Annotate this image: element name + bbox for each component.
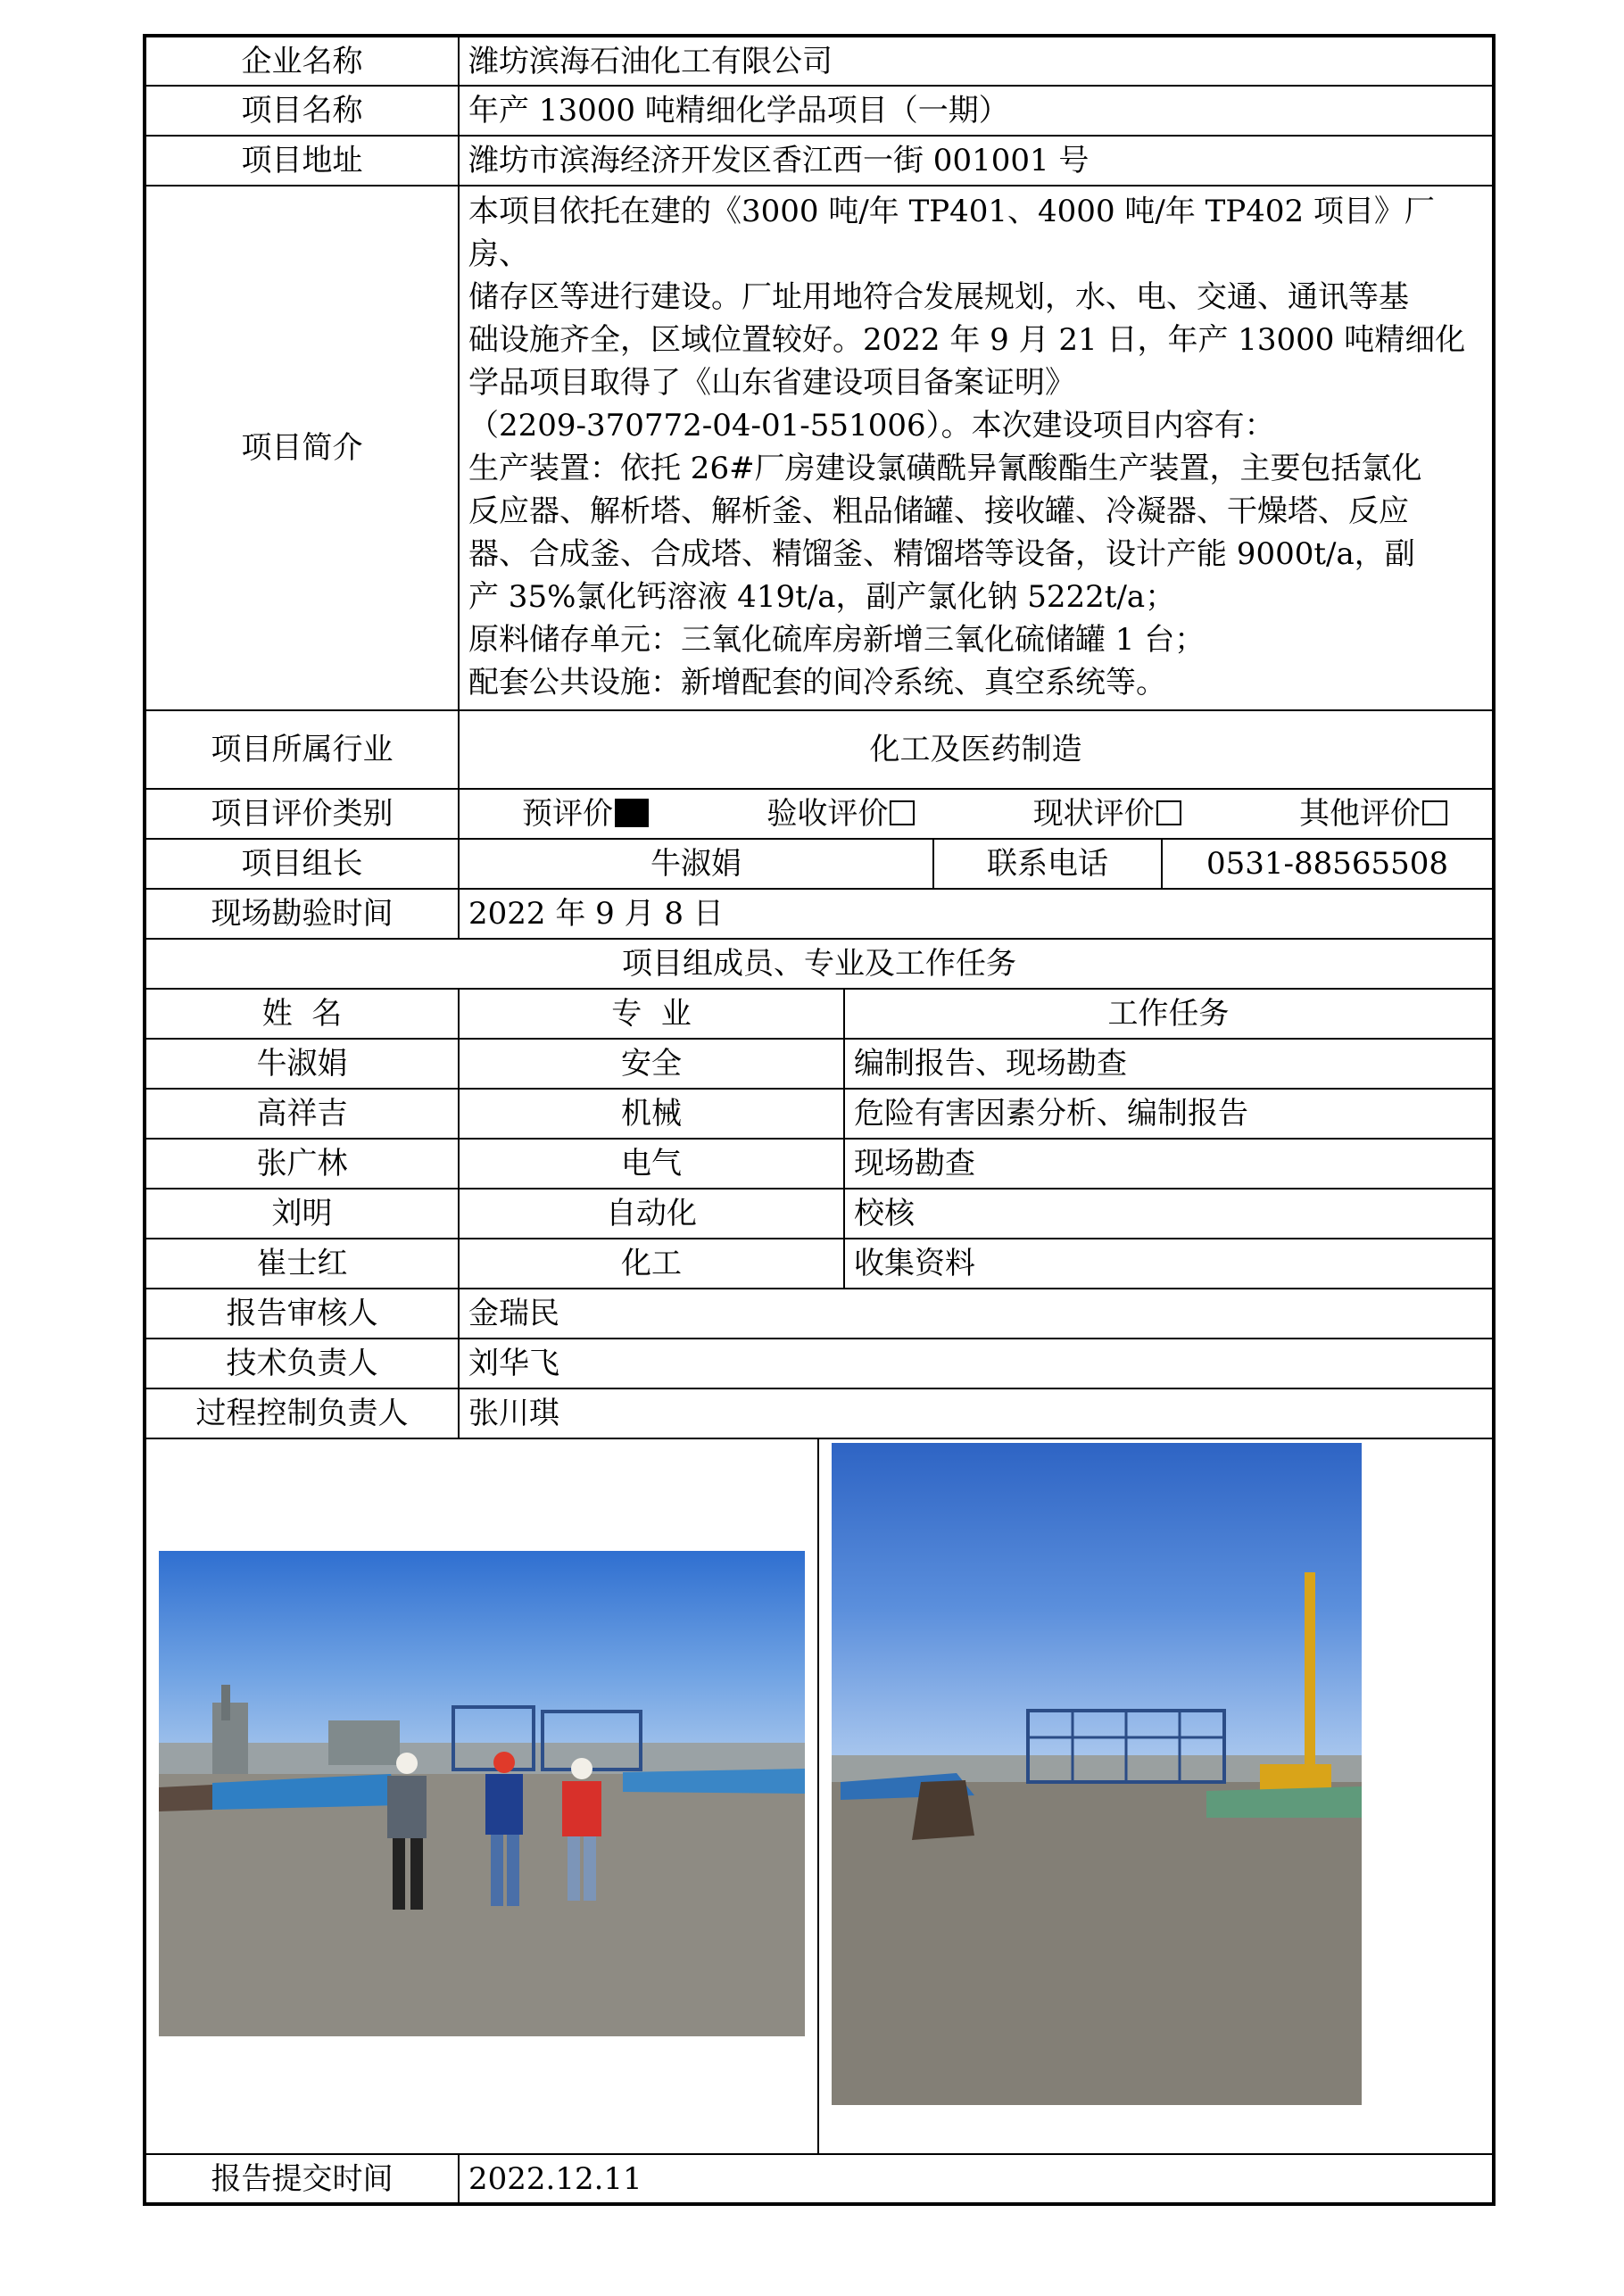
leader-value: 牛淑娟 xyxy=(459,839,933,889)
member-major: 安全 xyxy=(459,1039,844,1089)
submit-time-label: 报告提交时间 xyxy=(145,2154,459,2204)
site-photos xyxy=(145,1438,1494,2154)
member-name: 高祥吉 xyxy=(145,1089,459,1139)
intro-line: （2209-370772-04-01-551006）。本次建设项目内容有： xyxy=(468,408,1275,443)
site-team-photo-drawing xyxy=(159,1551,805,2036)
table-row xyxy=(145,1189,1494,1239)
member-major: 机械 xyxy=(459,1089,844,1139)
company-label: 企业名称 xyxy=(145,36,459,86)
member-name: 崔士红 xyxy=(145,1239,459,1289)
member-major: 自动化 xyxy=(459,1189,844,1239)
site-construction-photo xyxy=(832,1443,1362,2105)
process-control-label: 过程控制负责人 xyxy=(145,1388,459,1438)
industry-label: 项目所属行业 xyxy=(145,710,459,789)
members-header-major: 专 业 xyxy=(459,989,844,1039)
intro-line: 学品项目取得了《山东省建设项目备案证明》 xyxy=(468,365,1075,401)
eval-option-label: 其他评价 xyxy=(1299,796,1421,832)
process-control-value: 张川琪 xyxy=(459,1388,1494,1438)
eval-option-label: 验收评价 xyxy=(766,796,889,832)
eval-type-label: 项目评价类别 xyxy=(145,789,459,839)
table-row xyxy=(145,1089,1494,1139)
eval-option-label: 预评价 xyxy=(522,796,613,832)
member-task: 收集资料 xyxy=(844,1239,1494,1289)
member-task: 校核 xyxy=(844,1189,1494,1239)
member-task: 危险有害因素分析、编制报告 xyxy=(844,1089,1494,1139)
intro-line: 器、合成釜、合成塔、精馏釜、精馏塔等设备，设计产能 9000t/a，副 xyxy=(468,536,1415,572)
member-task: 现场勘查 xyxy=(844,1139,1494,1189)
tech-lead-value: 刘华飞 xyxy=(459,1339,1494,1388)
intro-label: 项目简介 xyxy=(145,186,459,710)
leader-label: 项目组长 xyxy=(145,839,459,889)
table-row xyxy=(145,1139,1494,1189)
eval-option-acceptance[interactable] xyxy=(766,792,915,835)
project-info-table xyxy=(143,34,1496,2206)
evaluation-form xyxy=(143,34,1492,2206)
tech-lead-label: 技术负责人 xyxy=(145,1339,459,1388)
unchecked-box-icon xyxy=(1422,800,1447,825)
member-name: 牛淑娟 xyxy=(145,1039,459,1089)
members-header-name: 姓 名 xyxy=(145,989,459,1039)
unchecked-box-icon xyxy=(1156,800,1181,825)
submit-time-value: 2022.12.11 xyxy=(459,2154,1494,2204)
company-value: 潍坊滨海石油化工有限公司 xyxy=(459,36,1494,86)
industry-value: 化工及医药制造 xyxy=(459,710,1494,789)
intro-line: 原料储存单元：三氧化硫库房新增三氧化硫储罐 1 台； xyxy=(468,622,1206,658)
member-name: 刘明 xyxy=(145,1189,459,1239)
eval-option-status[interactable] xyxy=(1033,792,1181,835)
eval-option-other[interactable] xyxy=(1299,792,1447,835)
member-name: 张广林 xyxy=(145,1139,459,1189)
member-task: 编制报告、现场勘查 xyxy=(844,1039,1494,1089)
address-label: 项目地址 xyxy=(145,136,459,186)
site-team-photo xyxy=(159,1551,805,2036)
phone-value: 0531-88565508 xyxy=(1162,839,1494,889)
intro-line: 反应器、解析塔、解析釜、粗品储罐、接收罐、冷凝器、干燥塔、反应 xyxy=(468,493,1409,529)
intro-line: 配套公共设施：新增配套的间冷系统、真空系统等。 xyxy=(468,665,1166,700)
member-major: 化工 xyxy=(459,1239,844,1289)
photo-divider xyxy=(817,1439,819,2153)
intro-line: 生产装置：依托 26#厂房建设氯磺酰异氰酸酯生产装置，主要包括氯化 xyxy=(468,451,1422,486)
table-row xyxy=(145,1039,1494,1089)
unchecked-box-icon xyxy=(890,800,915,825)
address-value: 潍坊市滨海经济开发区香江西一街 001001 号 xyxy=(459,136,1494,186)
members-header-task: 工作任务 xyxy=(844,989,1494,1039)
survey-time-label: 现场勘验时间 xyxy=(145,889,459,939)
intro-line: 储存区等进行建设。厂址用地符合发展规划，水、电、交通、通讯等基 xyxy=(468,279,1409,315)
intro-line: 本项目依托在建的《3000 吨/年 TP401、4000 吨/年 TP402 项目》厂房、 xyxy=(468,194,1435,272)
eval-option-pre[interactable] xyxy=(522,792,649,835)
intro-text xyxy=(459,186,1494,710)
members-title: 项目组成员、专业及工作任务 xyxy=(145,939,1494,989)
eval-option-label: 现状评价 xyxy=(1032,796,1155,832)
project-name-value: 年产 13000 吨精细化学品项目（一期） xyxy=(459,86,1494,136)
intro-line: 产 35%氯化钙溶液 419t/a，副产氯化钠 5222t/a； xyxy=(468,579,1176,615)
eval-type-options xyxy=(459,789,1494,839)
survey-time-value: 2022 年 9 月 8 日 xyxy=(459,889,1494,939)
reviewer-label: 报告审核人 xyxy=(145,1289,459,1339)
member-major: 电气 xyxy=(459,1139,844,1189)
checked-box-icon xyxy=(615,799,649,827)
project-name-label: 项目名称 xyxy=(145,86,459,136)
reviewer-value: 金瑞民 xyxy=(459,1289,1494,1339)
phone-label: 联系电话 xyxy=(933,839,1162,889)
table-row xyxy=(145,1239,1494,1289)
site-construction-photo-drawing xyxy=(832,1443,1362,2105)
intro-line: 础设施齐全，区域位置较好。2022 年 9 月 21 日，年产 13000 吨精细化 xyxy=(468,322,1466,358)
